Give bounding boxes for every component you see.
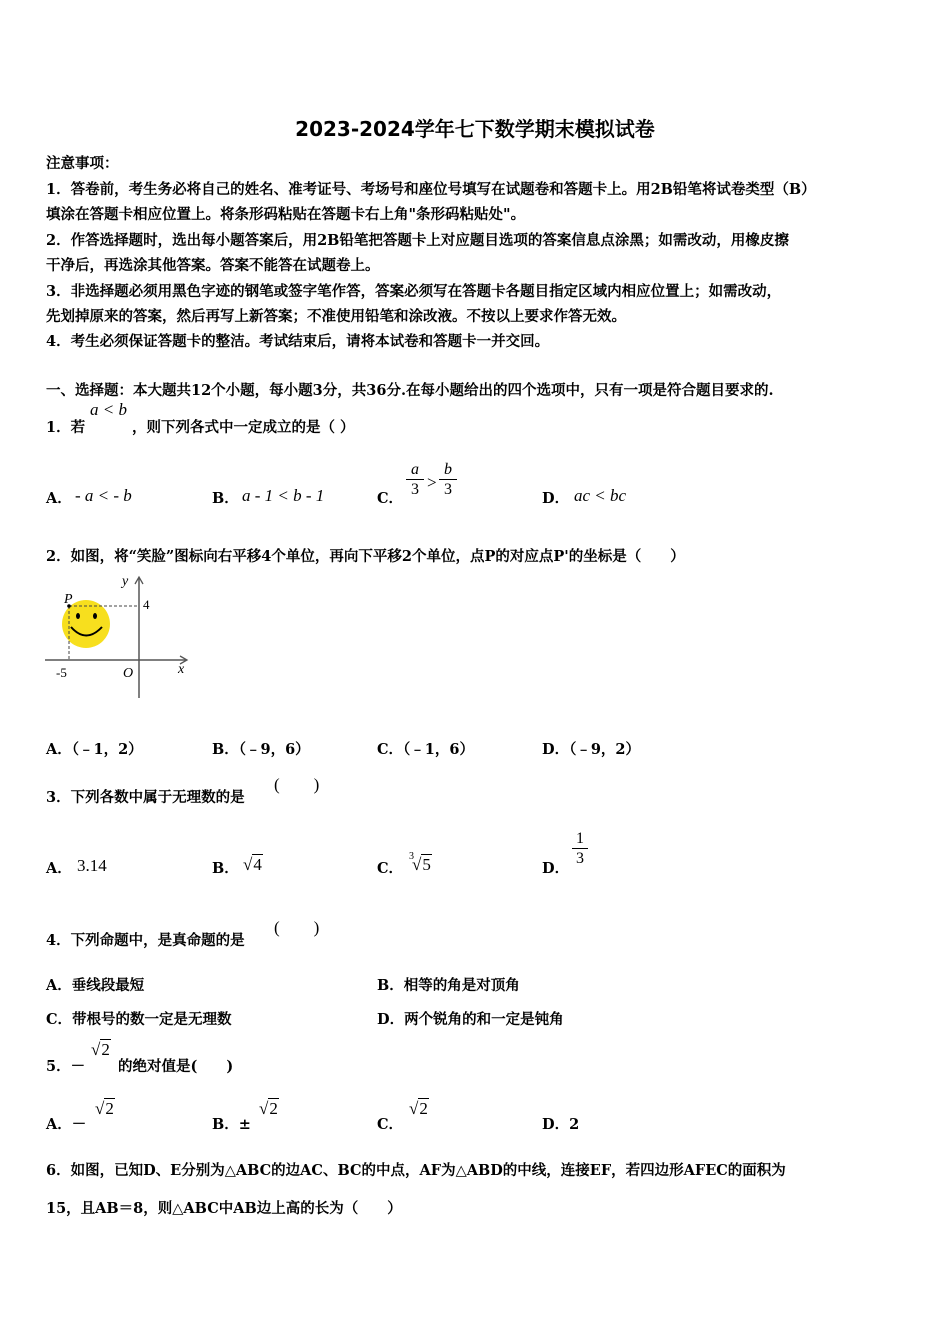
q1-option-b-label: B． [212, 490, 239, 507]
q5-option-d: D．2 [542, 1116, 580, 1133]
q1-option-c-op: > [427, 473, 437, 492]
q5-radical: √2 [91, 1040, 110, 1059]
q5-option-c-radical: √2 [409, 1099, 428, 1118]
q1-prefix: 1．若 [46, 419, 86, 436]
q3-option-c-index: 3 [409, 851, 414, 862]
label-y: y [122, 574, 129, 589]
page-title: 2023-2024学年七下数学期末模拟试卷 [295, 117, 655, 141]
q5-option-a-label: A．－ [46, 1116, 87, 1133]
q5-prefix: 5．－ [46, 1058, 86, 1075]
q1-option-c-label: C． [377, 490, 404, 507]
q6-stem-line1: 6．如图，已知D、E分别为△ABC的边AC、BC的中点，AF为△ABD的中线，连接EF，若四边形AFEC的面积为 [46, 1162, 786, 1179]
q5-option-b-label: B．± [212, 1116, 251, 1133]
label-p: P [64, 592, 73, 607]
q1-option-c-frac1: a 3 [406, 461, 424, 498]
q2-figure [40, 568, 195, 703]
q5-option-a-radical: √2 [95, 1099, 114, 1118]
q1-option-b: a - 1 < b - 1 [242, 486, 325, 505]
q3-option-a-label: A． [46, 860, 72, 877]
q3-option-d-label: D． [542, 860, 570, 877]
smiley-eye-left [76, 613, 80, 619]
label-minus-five: -5 [56, 665, 67, 680]
q1-option-a-label: A． [46, 490, 72, 507]
q3-paren: ( ) [274, 775, 320, 794]
q5-option-b-radical: √2 [259, 1099, 278, 1118]
label-four: 4 [143, 597, 150, 612]
q4-option-c: C．带根号的数一定是无理数 [46, 1011, 232, 1028]
q4-option-b: B．相等的角是对顶角 [377, 977, 520, 994]
q2-option-d: D．（﹣9，2） [542, 741, 641, 758]
q1-option-d-label: D． [542, 490, 570, 507]
smiley-eye-right [93, 613, 97, 619]
q5-option-c-label: C． [377, 1116, 404, 1133]
q3-option-c: √5 [412, 855, 431, 874]
q3-option-c-label: C． [377, 860, 404, 877]
q1-option-a: - a < - b [75, 486, 132, 505]
q3-option-b-label: B． [212, 860, 239, 877]
q2-option-a: A．（﹣1，2） [46, 741, 143, 758]
notice-line: 1．答卷前，考生务必将自己的姓名、准考证号、考场号和座位号填写在试题卷和答题卡上。用2B铅笔将试卷类型（B） [46, 181, 816, 198]
q1-option-d: ac < bc [574, 486, 627, 505]
section-heading: 一、选择题：本大题共12个小题，每小题3分，共36分.在每小题给出的四个选项中，只有一项是符合题目要求的. [46, 382, 774, 399]
q3-option-b: √4 [243, 855, 262, 874]
label-x: x [178, 662, 185, 677]
q1-condition: a < b [90, 400, 127, 419]
notice-line: 填涂在答题卡相应位置上。将条形码粘贴在答题卡右上角"条形码粘贴处"。 [46, 206, 526, 223]
q5-stem: 的绝对值是( ) [118, 1058, 234, 1075]
q1-option-c-frac2: b 3 [439, 461, 457, 498]
q2-stem: 2．如图，将“笑脸”图标向右平移4个单位，再向下平移2个单位，点P的对应点P'的坐标是（ ） [46, 548, 685, 565]
q2-option-c: C．（﹣1，6） [377, 741, 474, 758]
q2-option-b: B．（﹣9，6） [212, 741, 310, 758]
q4-option-d: D．两个锐角的和一定是钝角 [377, 1011, 564, 1028]
q1-stem: ，则下列各式中一定成立的是（ ） [132, 419, 355, 436]
label-origin: O [123, 666, 134, 681]
notice-line: 4．考生必须保证答题卡的整洁。考试结束后，请将本试卷和答题卡一并交回。 [46, 333, 550, 350]
q3-stem: 3．下列各数中属于无理数的是 [46, 789, 245, 806]
q6-stem-line2: 15，且AB＝8，则△ABC中AB边上高的长为（ ） [46, 1200, 402, 1217]
q4-stem: 4．下列命题中，是真命题的是 [46, 932, 245, 949]
q4-paren: ( ) [274, 918, 320, 937]
q3-option-d: 1 3 [572, 830, 588, 867]
notice-line: 3．非选择题必须用黑色字迹的钢笔或签字笔作答，答案必须写在答题卡各题目指定区域内相应位置上；如需改动， [46, 283, 782, 300]
q4-option-a: A．垂线段最短 [46, 977, 145, 994]
notice-line: 干净后，再选涂其他答案。答案不能答在试题卷上。 [46, 257, 380, 274]
notice-heading: 注意事项： [46, 155, 119, 172]
notice-line: 2．作答选择题时，选出每小题答案后，用2B铅笔把答题卡上对应题目选项的答案信息点涂黑；如需改动，用橡皮擦 [46, 232, 789, 249]
q3-option-a: 3.14 [77, 856, 107, 875]
notice-line: 先划掉原来的答案，然后再写上新答案；不准使用铅笔和涂改液。不按以上要求作答无效。 [46, 308, 626, 325]
